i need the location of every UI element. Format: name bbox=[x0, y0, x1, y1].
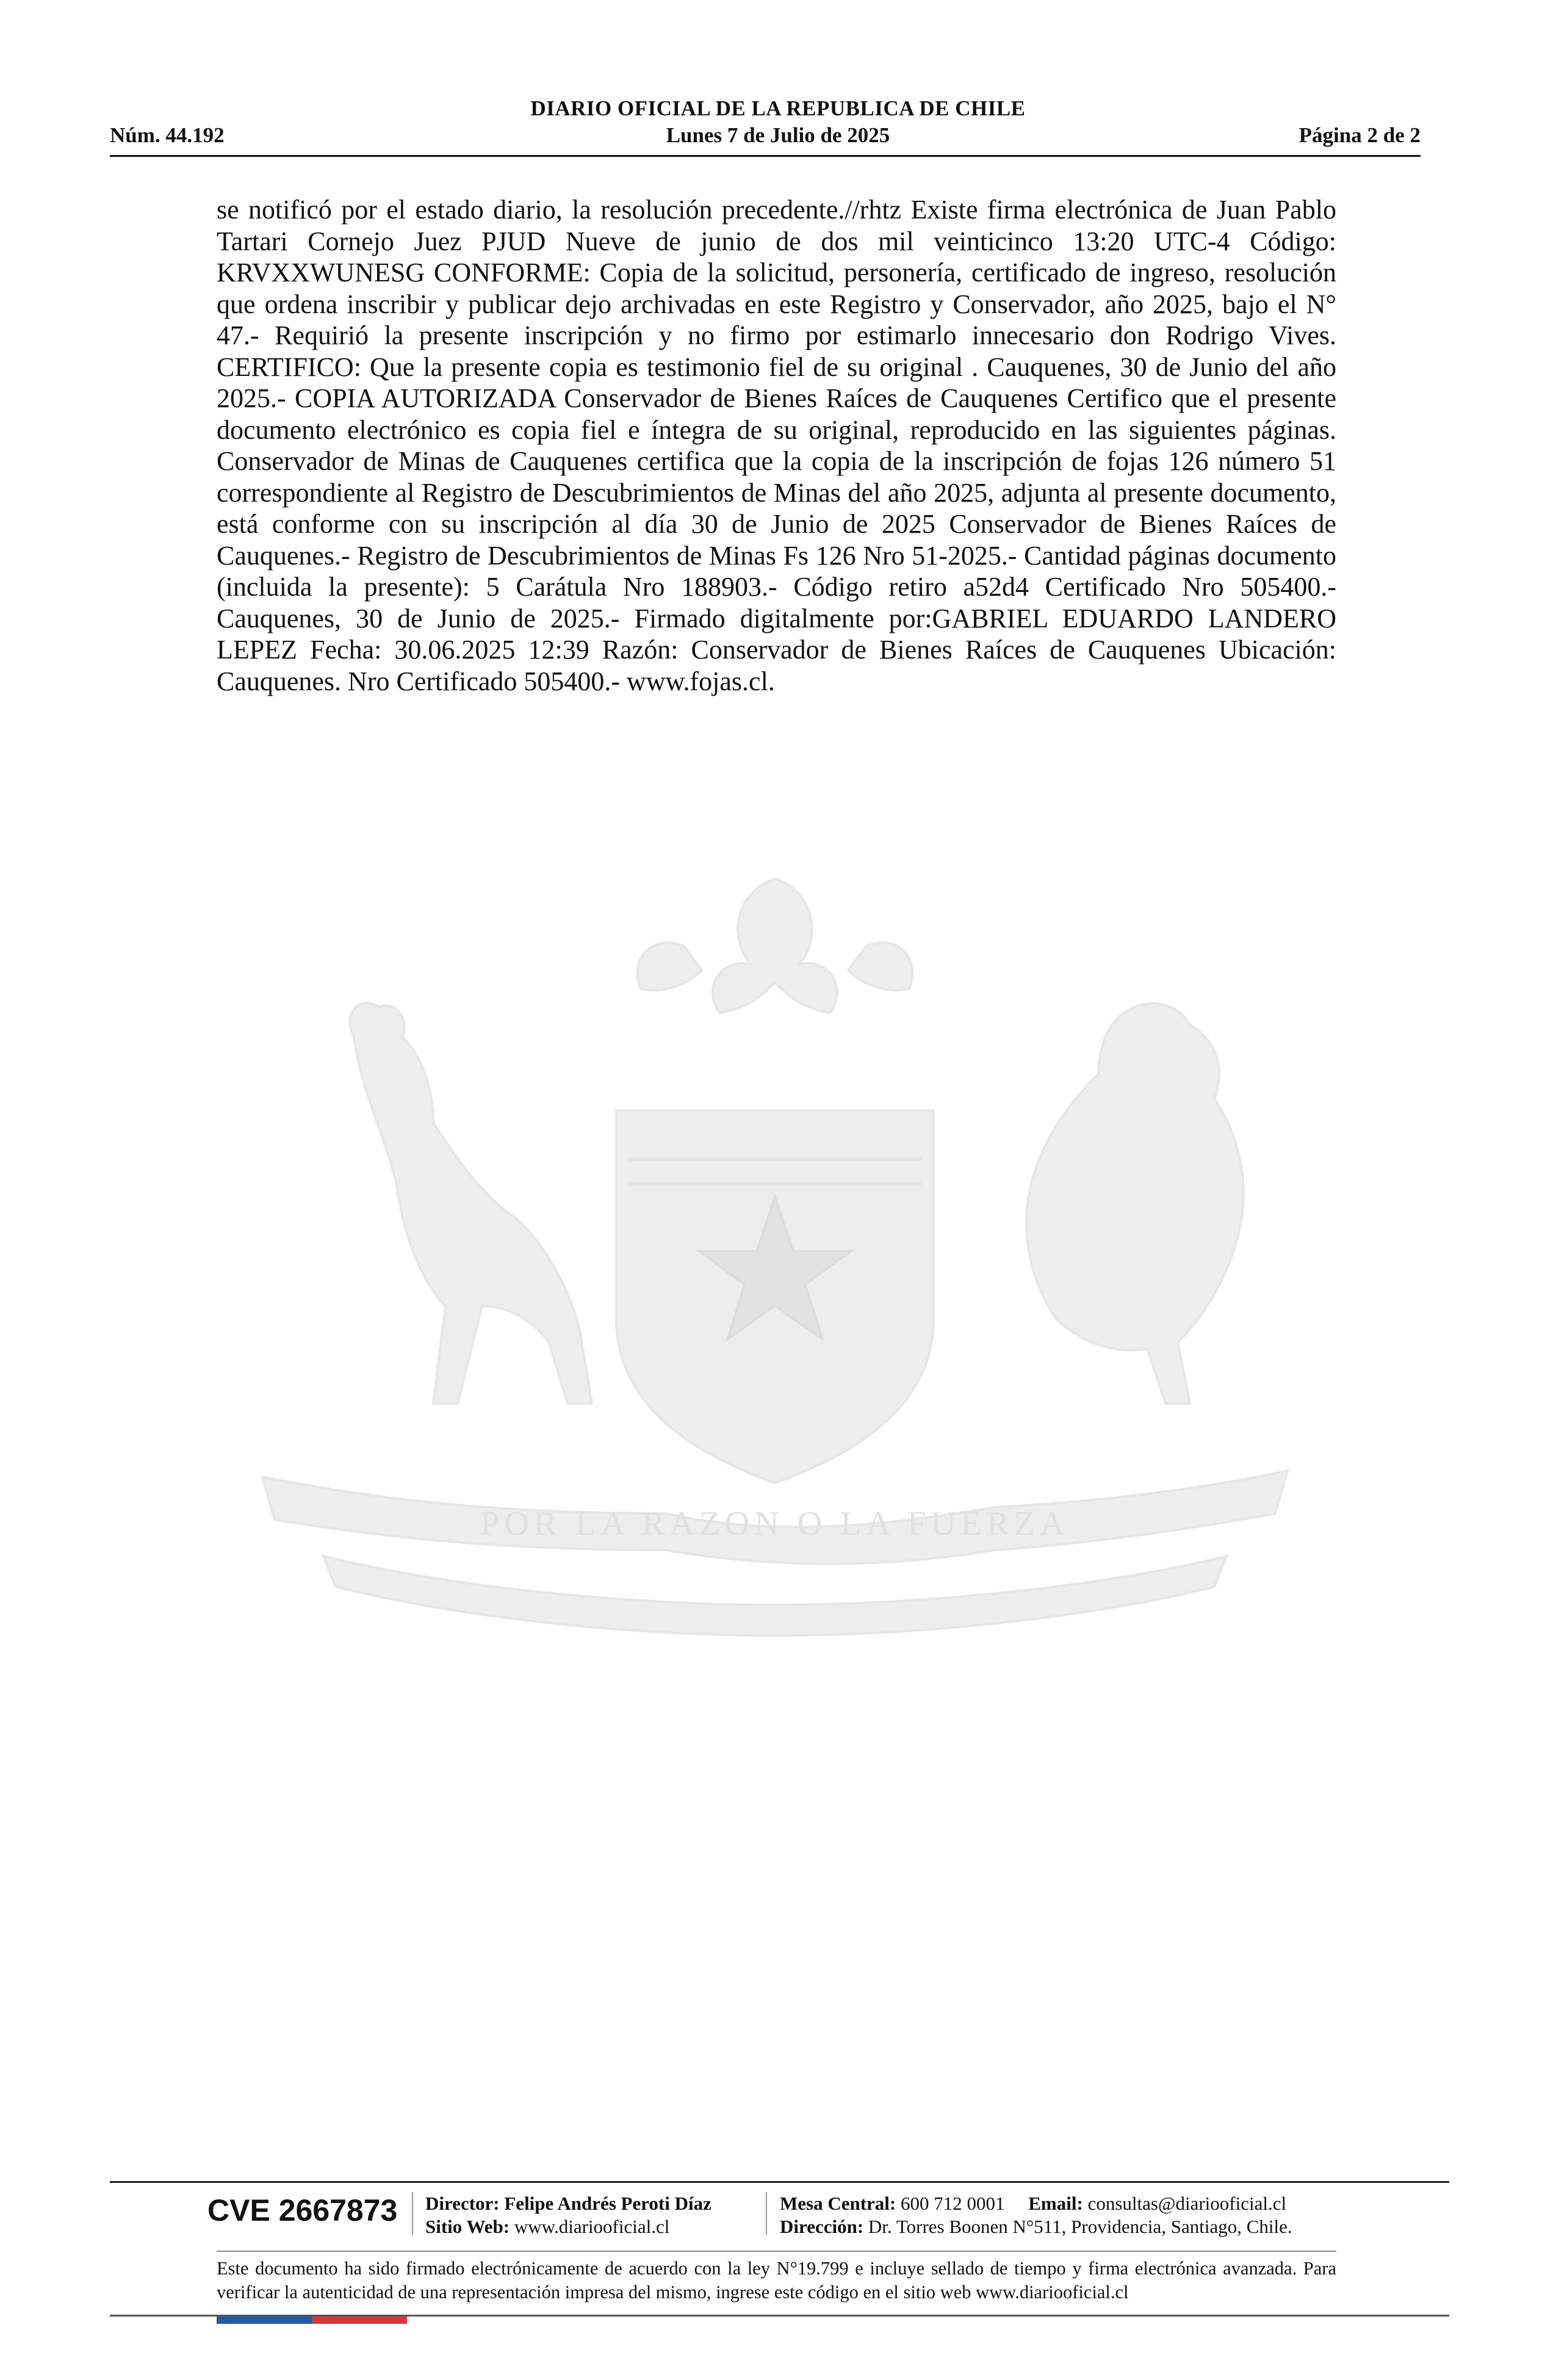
address-info bbox=[780, 2215, 1292, 2238]
mesa-central-phone: 600 712 0001 bbox=[901, 2193, 1005, 2214]
watermark-motto: POR LA RAZON O LA FUERZA bbox=[480, 1505, 1070, 1543]
address-label: Dirección: bbox=[780, 2216, 864, 2237]
footer-separator bbox=[766, 2192, 767, 2235]
footer-separator bbox=[412, 2192, 413, 2235]
coat-of-arms-watermark-icon bbox=[201, 854, 1349, 1672]
header-divider bbox=[110, 155, 1421, 157]
director-name: Felipe Andrés Peroti Díaz bbox=[504, 2193, 711, 2214]
address-value: Dr. Torres Boonen N°511, Providencia, Santiago, Chile. bbox=[868, 2216, 1292, 2237]
mesa-central-label: Mesa Central: bbox=[780, 2193, 896, 2214]
footer-divider-top bbox=[110, 2181, 1449, 2183]
website-label: Sitio Web: bbox=[425, 2216, 510, 2237]
flag-stripe-blue bbox=[217, 2317, 312, 2324]
website-link[interactable]: www.diariooficial.cl bbox=[514, 2216, 670, 2237]
website-info bbox=[425, 2215, 669, 2238]
flag-stripe-red bbox=[312, 2317, 407, 2324]
issue-date: Lunes 7 de Julio de 2025 bbox=[666, 123, 890, 147]
cve-code: CVE 2667873 bbox=[207, 2193, 398, 2227]
email-link[interactable]: consultas@diariooficial.cl bbox=[1087, 2193, 1287, 2214]
email-label: Email: bbox=[1028, 2193, 1083, 2214]
director-label: Director: bbox=[425, 2193, 500, 2214]
director-info bbox=[425, 2192, 711, 2215]
issue-number: Núm. 44.192 bbox=[110, 123, 225, 147]
publication-body-text: se notificó por el estado diario, la resolución precedente.//rhtz Existe firma electrónica de Juan Pablo Tartari Cornejo Juez PJUD Nueve de junio de dos mil veinticinco 13:20 UTC-4 Código: KRVXXWUNESG CONFORME: Copia de la solicitud, personería, certificado de ingreso, resolución que ordena inscribir y publicar dejo archivadas en este Registro y Conservador, año 2025, bajo el N° 47.- Requirió la presente inscripción y no firmo por estimarlo innecesario don Rodrigo Vives. CERTIFICO: Que la presente copia es testimonio fiel de su original . Cauquenes, 30 de Junio del año 2025.- COPIA AUTORIZADA Conservador de Bienes Raíces de Cauquenes Certifico que el presente documento electrónico es copia fiel e íntegra de su original, reproducido en las siguientes páginas. Conservador de Minas de Cauquenes certifica que la copia de la inscripción de fojas 126 número 51 correspondiente al Registro de Descubrimientos de Minas del año 2025, adjunta al presente documento, está conforme con su inscripción al día 30 de Junio de 2025 Conservador de Bienes Raíces de Cauquenes.- Registro de Descubrimientos de Minas Fs 126 Nro 51-2025.- Cantidad páginas documento (incluida la presente): 5 Carátula Nro 188903.- Código retiro a52d4 Certificado Nro 505400.- Cauquenes, 30 de Junio de 2025.- Firmado digitalmente por:GABRIEL EDUARDO LANDERO LEPEZ Fecha: 30.06.2025 12:39 Razón: Conservador de Bienes Raíces de Cauquenes Ubicación: Cauquenes. Nro Certificado 505400.- www.fojas.cl. bbox=[217, 195, 1336, 696]
page-indicator: Página 2 de 2 bbox=[1298, 123, 1421, 147]
footer-divider-middle bbox=[217, 2251, 1336, 2252]
electronic-signature-note: Este documento ha sido firmado electrónicamente de acuerdo con la ley N°19.799 e incluye sellado de tiempo y firma electrónica avanzada. Para verificar la autenticidad de una representación impresa del mismo, ingrese este código en el sitio web www.diariooficial.cl bbox=[217, 2258, 1336, 2302]
newspaper-title: DIARIO OFICIAL DE LA REPUBLICA DE CHILE bbox=[530, 96, 1026, 120]
contact-info bbox=[780, 2192, 1286, 2215]
